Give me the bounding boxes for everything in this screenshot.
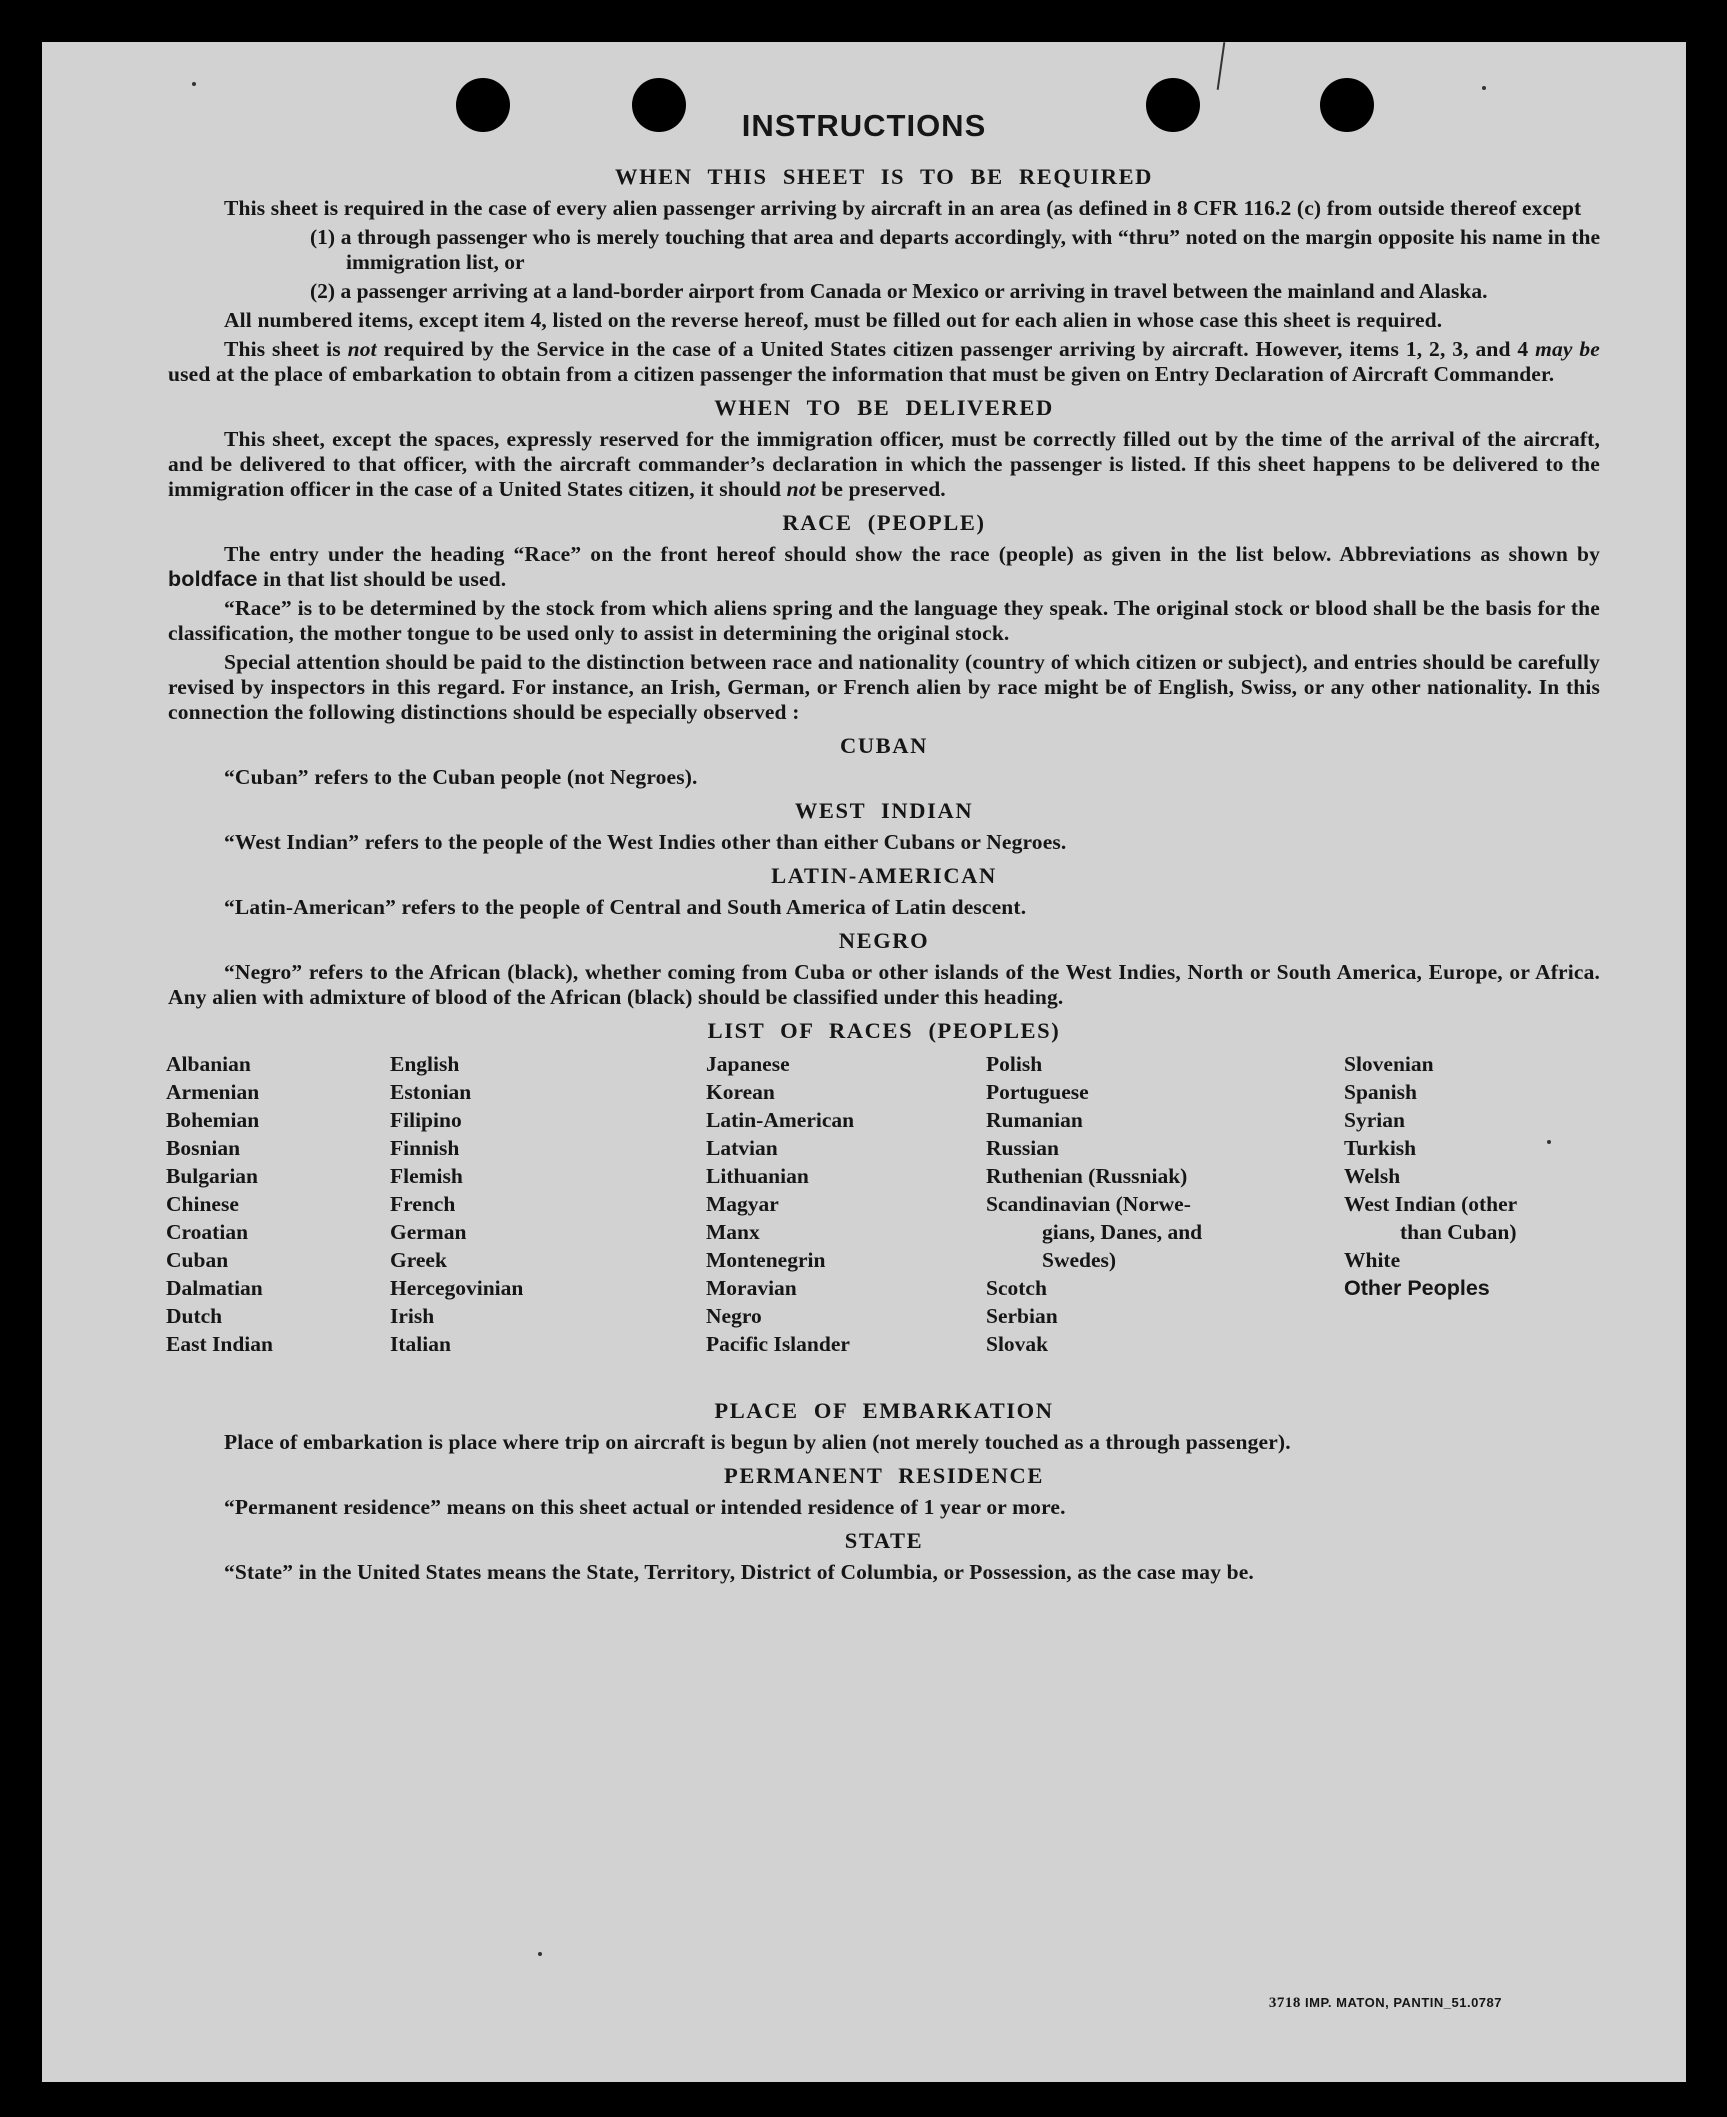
race-entry: Lithuanian xyxy=(706,1164,809,1188)
italic-run: not xyxy=(347,337,377,361)
paragraph: This sheet is required in the case of every alien passenger arriving by aircraft in an area (as defined in 8 CFR 116.2 (c) from outside thereof except xyxy=(224,196,1582,220)
race-entry: German xyxy=(390,1220,467,1244)
race-entry: Estonian xyxy=(390,1080,472,1104)
paragraph xyxy=(168,427,1600,502)
race-entry: Montenegrin xyxy=(706,1248,826,1272)
race-entry: Irish xyxy=(390,1304,435,1328)
speck xyxy=(192,82,196,86)
race-column xyxy=(166,1050,273,1358)
printer-name: IMP. MATON, PANTIN_51.0787 xyxy=(1305,1995,1502,2010)
race-entry: Finnish xyxy=(390,1136,460,1160)
race-entry: Russian xyxy=(986,1136,1059,1160)
race-entry: Dalmatian xyxy=(166,1276,263,1300)
race-entry: Magyar xyxy=(706,1192,779,1216)
race-entry: Italian xyxy=(390,1332,451,1356)
race-entry: Hercegovinian xyxy=(390,1276,524,1300)
text-run: required by the Service in the case of a United States citizen passenger arriving by aircraft. However, items 1, 2, 3, and 4 xyxy=(376,337,1536,361)
heading-negro: NEGRO xyxy=(838,928,930,953)
race-entry: Rumanian xyxy=(986,1108,1083,1132)
race-entry: gians, Danes, and xyxy=(1042,1220,1203,1244)
italic-run: not xyxy=(786,477,816,501)
race-entry: Slovenian xyxy=(1344,1052,1434,1076)
race-entry: Flemish xyxy=(390,1164,463,1188)
speck xyxy=(538,1952,542,1956)
race-entry: than Cuban) xyxy=(1400,1220,1517,1244)
text-run: be preserved. xyxy=(815,477,946,501)
heading-embarkation: PLACE OF EMBARKATION xyxy=(714,1398,1054,1423)
boldface-run: boldface xyxy=(168,567,258,591)
race-entry: Manx xyxy=(706,1220,760,1244)
race-column xyxy=(1344,1050,1517,1302)
paragraph: “State” in the United States means the State, Territory, District of Columbia, or Possession, as the case may be. xyxy=(224,1560,1254,1584)
race-entry: Slovak xyxy=(986,1332,1049,1356)
text-run: used at the place of embarkation to obtain from a citizen passenger the information that must be given on Entry Declaration of Aircraft Commander. xyxy=(168,362,1555,386)
heading-state: STATE xyxy=(844,1528,924,1553)
race-entry: Filipino xyxy=(390,1108,462,1132)
race-entry: Korean xyxy=(706,1080,775,1104)
race-entry: Turkish xyxy=(1344,1136,1417,1160)
paragraph: “Race” is to be determined by the stock from which aliens spring and the language they speak. The original stock or blood shall be the basis for the classification, the mother tongue to be used only to assist in determining the original stock. xyxy=(168,596,1600,645)
paragraph: “Permanent residence” means on this sheet actual or intended residence of 1 year or more. xyxy=(224,1495,1066,1519)
text-run: in that list should be used. xyxy=(257,567,507,591)
heading-latin-american: LATIN-AMERICAN xyxy=(771,863,997,888)
paragraph xyxy=(168,337,1600,387)
race-entry: Scotch xyxy=(986,1276,1047,1300)
page-title: INSTRUCTIONS xyxy=(741,108,987,143)
heading-required: WHEN THIS SHEET IS TO BE REQUIRED xyxy=(614,164,1154,189)
paragraph xyxy=(168,542,1600,592)
race-entry: White xyxy=(1344,1248,1401,1272)
race-entry: Armenian xyxy=(166,1080,260,1104)
race-entry: East Indian xyxy=(166,1332,273,1356)
race-column xyxy=(986,1050,1202,1358)
heading-list-of-races: LIST OF RACES (PEOPLES) xyxy=(707,1018,1061,1043)
race-list xyxy=(168,1050,1600,1390)
printer-imprint xyxy=(1269,1995,1502,2012)
race-entry: Portuguese xyxy=(986,1080,1089,1104)
exception-item-1: (1) a through passenger who is merely touching that area and departs accordingly, with “thru” noted on the margin opposite his name in the immigration list, or xyxy=(310,225,1600,274)
paper-tear xyxy=(1217,42,1226,90)
text-run: This sheet is xyxy=(224,337,348,361)
instructions-body xyxy=(168,156,1600,1589)
race-column xyxy=(706,1050,854,1358)
race-entry: Bulgarian xyxy=(166,1164,258,1188)
exception-item-2: (2) a passenger arriving at a land-border airport from Canada or Mexico or arriving in travel between the mainland and Alaska. xyxy=(310,279,1488,303)
race-entry: Moravian xyxy=(706,1276,797,1300)
race-entry: English xyxy=(390,1052,460,1076)
race-entry: Latin-American xyxy=(706,1108,855,1132)
race-entry: Polish xyxy=(986,1052,1043,1076)
race-entry: Cuban xyxy=(166,1248,229,1272)
race-entry: Dutch xyxy=(166,1304,223,1328)
heading-west-indian: WEST INDIAN xyxy=(794,798,974,823)
paragraph: “West Indian” refers to the people of the West Indies other than either Cubans or Negroes. xyxy=(224,830,1067,854)
paragraph: All numbered items, except item 4, listed on the reverse hereof, must be filled out for each alien in whose case this sheet is required. xyxy=(224,308,1443,332)
race-column xyxy=(390,1050,523,1358)
race-entry: Ruthenian (Russniak) xyxy=(986,1164,1188,1188)
race-entry: Syrian xyxy=(1344,1108,1405,1132)
speck xyxy=(1482,86,1486,90)
race-entry: Welsh xyxy=(1344,1164,1401,1188)
race-entry: Greek xyxy=(390,1248,447,1272)
heading-residence: PERMANENT RESIDENCE xyxy=(724,1463,1044,1488)
race-entry: Bohemian xyxy=(166,1108,260,1132)
race-entry: Negro xyxy=(706,1304,762,1328)
race-entry: Swedes) xyxy=(1042,1248,1117,1272)
race-entry: Croatian xyxy=(166,1220,249,1244)
race-entry: Albanian xyxy=(166,1052,251,1076)
document-page xyxy=(42,42,1686,2082)
paragraph: Place of embarkation is place where trip on aircraft is begun by alien (not merely touched as a through passenger). xyxy=(224,1430,1291,1454)
italic-run: may be xyxy=(1535,337,1600,361)
paragraph: “Latin-American” refers to the people of Central and South America of Latin descent. xyxy=(224,895,1027,919)
paragraph: “Cuban” refers to the Cuban people (not Negroes). xyxy=(224,765,698,789)
heading-cuban: CUBAN xyxy=(839,733,928,758)
race-entry: Other Peoples xyxy=(1344,1276,1490,1300)
race-entry: Japanese xyxy=(706,1052,790,1076)
race-entry: Latvian xyxy=(706,1136,778,1160)
race-entry: Pacific Islander xyxy=(706,1332,850,1356)
heading-delivered: WHEN TO BE DELIVERED xyxy=(714,395,1054,420)
heading-race: RACE (PEOPLE) xyxy=(782,510,986,535)
text-run: The entry under the heading “Race” on the front hereof should show the race (people) as given in the list below. Abbreviations as shown by xyxy=(224,542,1600,566)
race-entry: West Indian (other xyxy=(1344,1192,1518,1216)
text-run: This sheet, except the spaces, expressly reserved for the immigration officer, must be correctly filled out by the time of the arrival of the aircraft, and be delivered to that officer, with the aircraft commander’s declaration in which the passenger is listed. If this sheet happens to be delivered to the immigration officer in the case of a United States citizen, it should xyxy=(168,427,1600,501)
paragraph: “Negro” refers to the African (black), whether coming from Cuba or other islands of the West Indies, North or South America, Europe, or Africa. Any alien with admixture of blood of the African (black) should be classified under this heading. xyxy=(168,960,1600,1009)
form-number: 3718 xyxy=(1268,1995,1301,2011)
race-entry: Chinese xyxy=(166,1192,239,1216)
race-entry: Scandinavian (Norwe- xyxy=(986,1192,1191,1216)
race-entry: Spanish xyxy=(1344,1080,1417,1104)
race-entry: Serbian xyxy=(986,1304,1058,1328)
race-entry: French xyxy=(390,1192,456,1216)
race-entry: Bosnian xyxy=(166,1136,241,1160)
paragraph: Special attention should be paid to the distinction between race and nationality (country of which citizen or subject), and entries should be carefully revised by inspectors in this regard. For instance, an Irish, German, or French alien by race might be of English, Swiss, or any other nationality. In this connection the following distinctions should be especially observed : xyxy=(168,650,1600,724)
